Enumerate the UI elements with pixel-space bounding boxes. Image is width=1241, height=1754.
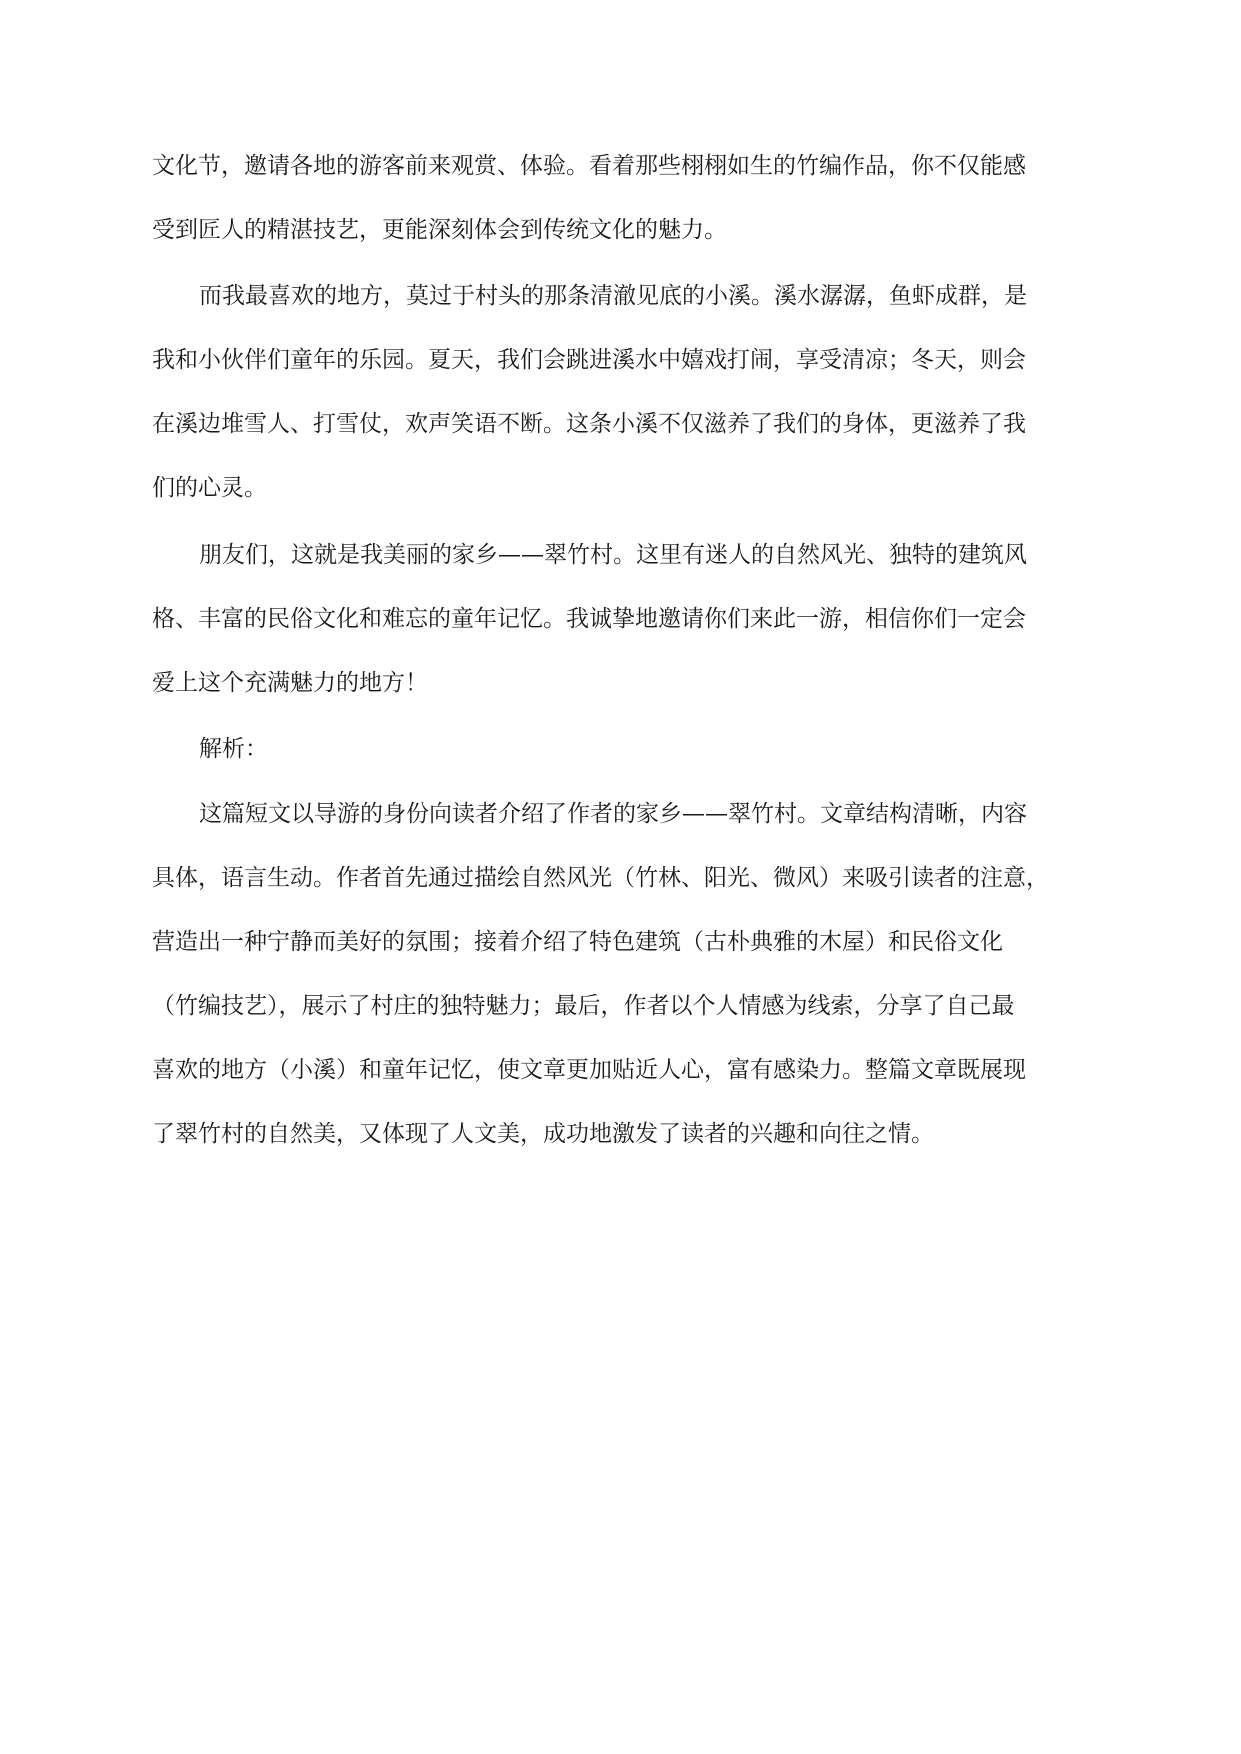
analysis-heading — [152, 717, 1092, 781]
invitation-paragraph — [152, 523, 1092, 715]
text-line: 我和小伙伴们童年的乐园。夏天，我们会跳进溪水中嬉戏打闹，享受清凉；冬天，则会 — [152, 347, 1026, 373]
text-line: 爱上这个充满魅力的地方！ — [152, 670, 428, 696]
text-line: 这篇短文以导游的身份向读者介绍了作者的家乡——翠竹村。文章结构清晰，内容 — [199, 801, 1027, 827]
text-line: 格、丰富的民俗文化和难忘的童年记忆。我诚挚地邀请你们来此一游，相信你们一定会 — [152, 606, 1026, 632]
continuation-paragraph — [152, 134, 1092, 262]
text-line: 文化节，邀请各地的游客前来观赏、体验。看着那些栩栩如生的竹编作品，你不仅能感 — [152, 153, 1026, 179]
stream-paragraph — [152, 264, 1092, 520]
text-line: 而我最喜欢的地方，莫过于村头的那条清澈见底的小溪。溪水潺潺，鱼虾成群，是 — [199, 283, 1027, 309]
text-line: （竹编技艺），展示了村庄的独特魅力；最后，作者以个人情感为线索，分享了自己最 — [152, 993, 1015, 1019]
heading-line: 解析： — [199, 736, 268, 762]
text-line: 们的心灵。 — [152, 475, 267, 501]
text-line: 了翠竹村的自然美，又体现了人文美，成功地激发了读者的兴趣和向往之情。 — [152, 1121, 934, 1147]
analysis-paragraph — [152, 782, 1092, 1166]
text-line: 营造出一种宁静而美好的氛围；接着介绍了特色建筑（古朴典雅的木屋）和民俗文化 — [152, 929, 1003, 955]
text-line: 在溪边堆雪人、打雪仗，欢声笑语不断。这条小溪不仅滋养了我们的身体，更滋养了我 — [152, 411, 1026, 437]
text-line: 喜欢的地方（小溪）和童年记忆，使文章更加贴近人心，富有感染力。整篇文章既展现 — [152, 1057, 1026, 1083]
text-line: 受到匠人的精湛技艺，更能深刻体会到传统文化的魅力。 — [152, 217, 727, 243]
text-line: 朋友们，这就是我美丽的家乡——翠竹村。这里有迷人的自然风光、独特的建筑风 — [199, 542, 1027, 568]
text-line: 具体，语言生动。作者首先通过描绘自然风光（竹林、阳光、微风）来吸引读者的注意， — [152, 865, 1049, 891]
